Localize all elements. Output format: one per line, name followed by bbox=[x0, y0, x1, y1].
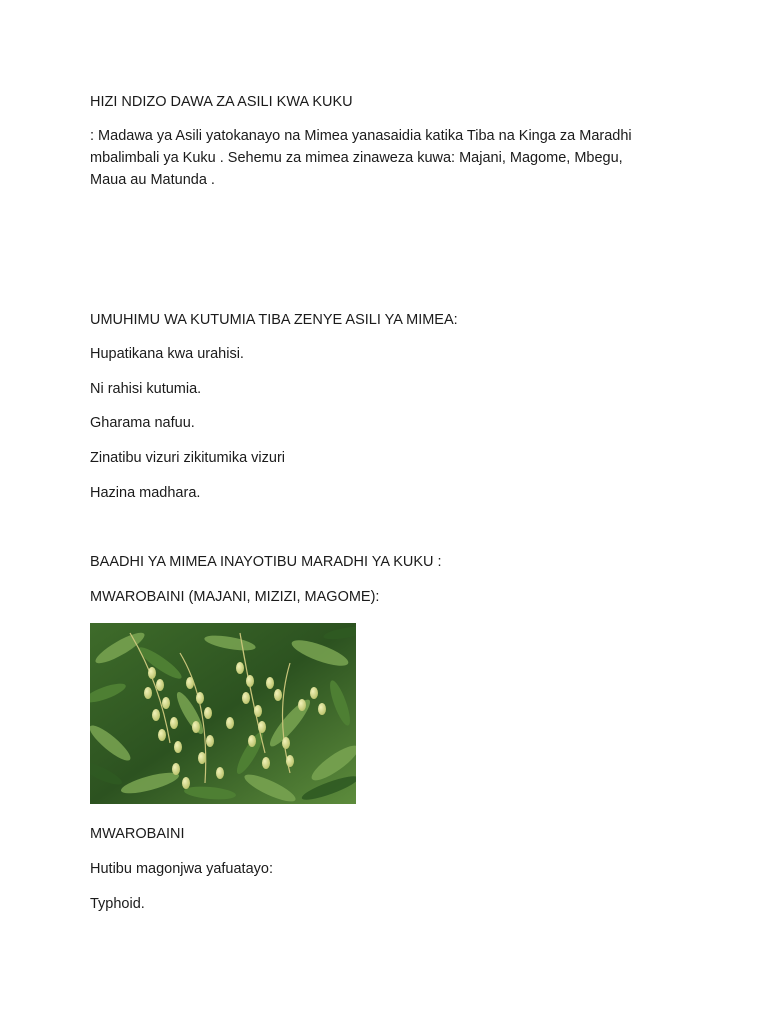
intro-paragraph bbox=[90, 125, 680, 191]
treats-heading: Hutibu magonjwa yafuatayo: bbox=[90, 861, 273, 877]
importance-item: Ni rahisi kutumia. bbox=[90, 381, 202, 397]
intro-line: mbalimbali ya Kuku . Sehemu za mimea zinaweza kuwa: Majani, Magome, Mbegu, bbox=[90, 150, 623, 166]
intro-line: : Madawa ya Asili yatokanayo na Mimea yanasaidia katika Tiba na Kinga za Maradhi bbox=[90, 128, 632, 144]
image-caption: MWAROBAINI bbox=[90, 826, 185, 842]
intro-line: Maua au Matunda . bbox=[90, 172, 215, 188]
plants-heading: BAADHI YA MIMEA INAYOTIBU MARADHI YA KUKU : bbox=[90, 554, 442, 570]
plant-title: MWAROBAINI (MAJANI, MIZIZI, MAGOME): bbox=[90, 589, 380, 605]
importance-heading: UMUHIMU WA KUTUMIA TIBA ZENYE ASILI YA MIMEA: bbox=[90, 312, 458, 328]
importance-item: Hazina madhara. bbox=[90, 485, 201, 501]
importance-item: Gharama nafuu. bbox=[90, 415, 195, 431]
document-title: HIZI NDIZO DAWA ZA ASILI KWA KUKU bbox=[90, 94, 353, 110]
neem-tree-photo bbox=[90, 623, 356, 804]
importance-item: Hupatikana kwa urahisi. bbox=[90, 346, 244, 362]
disease-item: Typhoid. bbox=[90, 896, 145, 912]
importance-item: Zinatibu vizuri zikitumika vizuri bbox=[90, 450, 285, 466]
